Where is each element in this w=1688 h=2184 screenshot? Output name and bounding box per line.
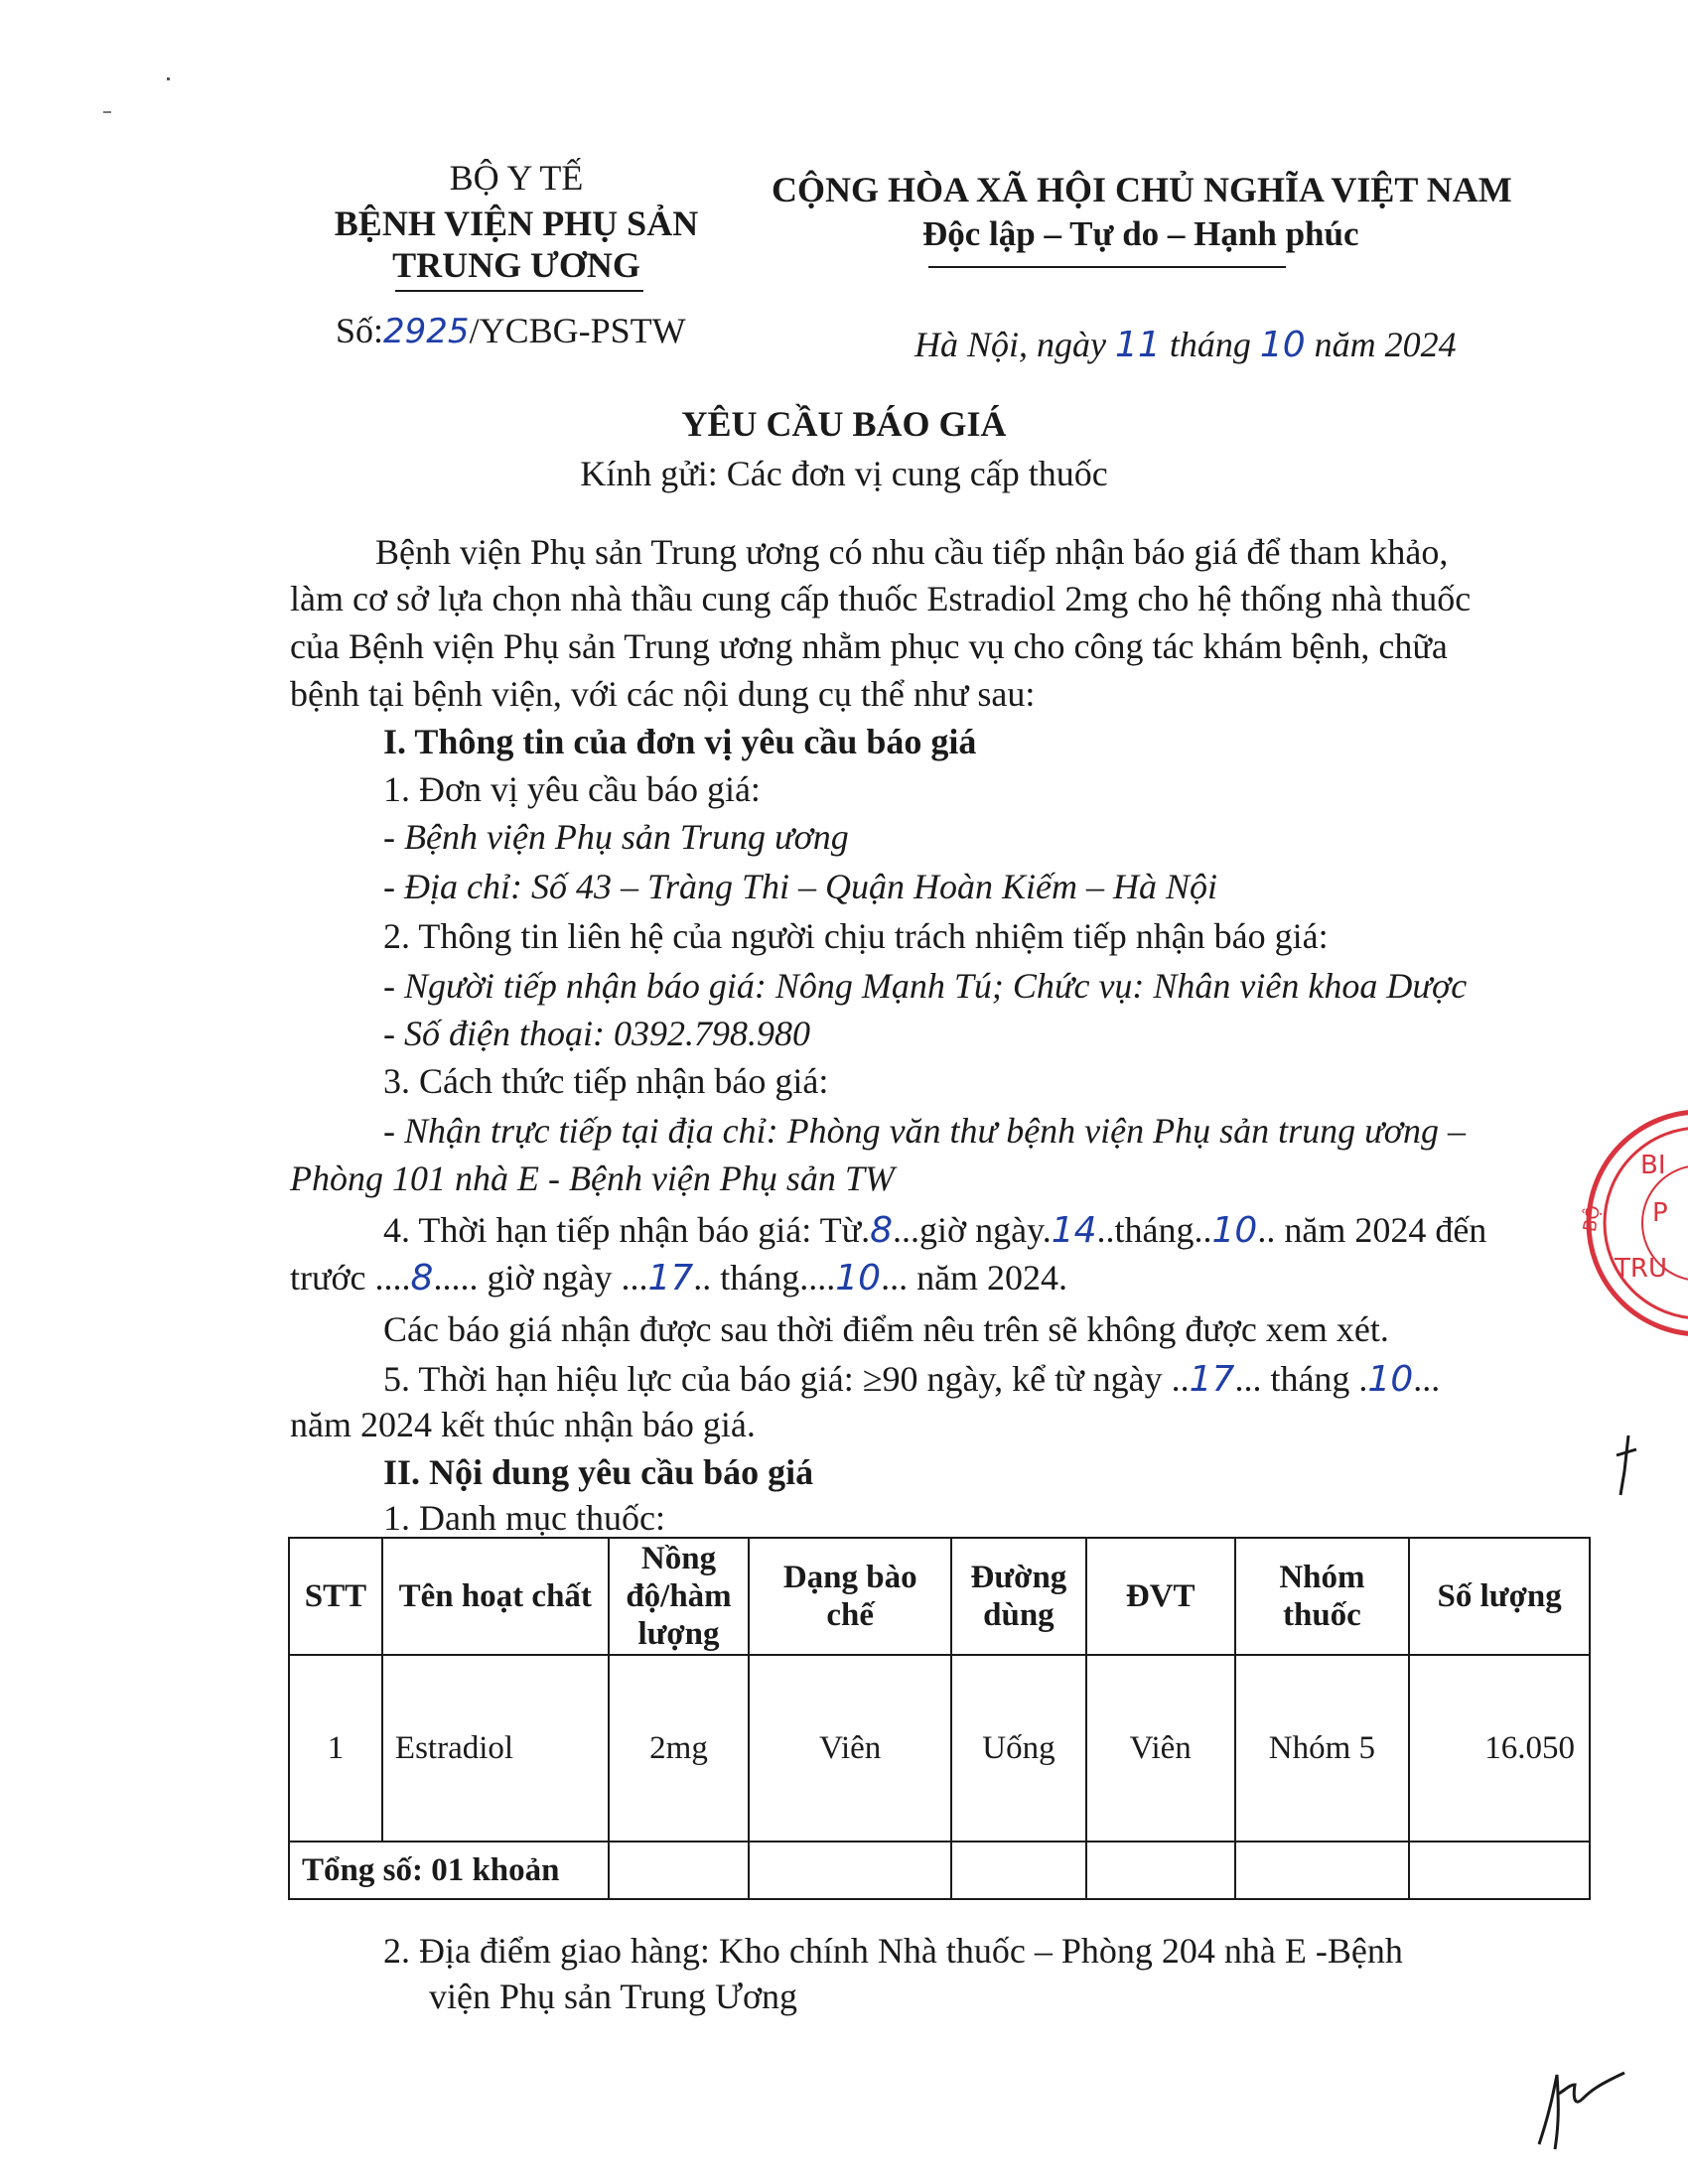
section1-item1-b: - Địa chỉ: Số 43 – Tràng Thi – Quận Hoàn Kiếm – Hà Nội	[383, 867, 1218, 906]
section1-item4-line1	[383, 1209, 1486, 1251]
cell-unit: Viên	[1086, 1655, 1235, 1842]
cell-empty	[749, 1842, 951, 1899]
section1-item2: 2. Thông tin liên hệ của người chịu trách nhiệm tiếp nhận báo giá:	[383, 916, 1329, 956]
item5-text-3: ...	[1413, 1359, 1441, 1399]
ministry-name: BỘ Y TẾ	[449, 158, 584, 198]
intro-line-4: bệnh tại bệnh viện, với các nội dung cụ thể như sau:	[290, 674, 1036, 714]
header-quantity: Số lượng	[1409, 1538, 1590, 1655]
date-month-handwritten: 10	[1259, 325, 1306, 365]
cell-drug-group: Nhóm 5	[1235, 1655, 1410, 1842]
motto-underline	[928, 266, 1286, 268]
header-unit: ĐVT	[1086, 1538, 1235, 1655]
cell-dosage-form: Viên	[749, 1655, 951, 1842]
section2-item2-line1: 2. Địa điểm giao hàng: Kho chính Nhà thuốc – Phòng 204 nhà E -Bệnh	[383, 1931, 1403, 1971]
hospital-name-line1: BỆNH VIỆN PHỤ SẢN	[334, 204, 699, 243]
item4-text-2: ...giờ ngày.	[893, 1210, 1052, 1250]
cell-empty	[1409, 1842, 1590, 1899]
pen-mark	[1611, 1432, 1640, 1501]
item4-hour2-handwritten: 8	[410, 1258, 434, 1298]
section2-item1: 1. Danh mục thuốc:	[383, 1498, 665, 1538]
cell-empty	[1235, 1842, 1410, 1899]
date-prefix: Hà Nội, ngày	[914, 325, 1106, 364]
medicine-table	[288, 1537, 1591, 1900]
item4-text-8: ... năm 2024.	[881, 1258, 1068, 1297]
section2-item2-line2: viện Phụ sản Trung Ương	[429, 1977, 798, 2016]
republic-title: CỘNG HÒA XÃ HỘI CHỦ NGHĨA VIỆT NAM	[772, 170, 1512, 209]
section1-item3-b: Phòng 101 nhà E - Bệnh viện Phụ sản TW	[290, 1159, 895, 1198]
header-concentration: Nồng độ/hàm lượng	[609, 1538, 750, 1655]
section1-item2-a: - Người tiếp nhận báo giá: Nông Mạnh Tú; Chức vụ: Nhân viên khoa Dược	[383, 966, 1468, 1006]
section1-item1-a: - Bệnh viện Phụ sản Trung ương	[383, 817, 849, 857]
header-dosage-form: Dạng bào chế	[749, 1538, 951, 1655]
table-header-row	[289, 1538, 1590, 1655]
seal-text-3: TRU	[1615, 1254, 1667, 1284]
document-date	[914, 324, 1457, 365]
cell-empty	[951, 1842, 1086, 1899]
header-stt: STT	[289, 1538, 382, 1655]
cell-quantity: 16.050	[1409, 1655, 1590, 1842]
item4-day-handwritten: 14	[1051, 1210, 1097, 1251]
doc-no-prefix: Số:	[336, 311, 384, 350]
date-suffix: năm 2024	[1314, 325, 1457, 364]
cell-empty	[609, 1842, 750, 1899]
hospital-name-line2: TRUNG ƯƠNG	[392, 245, 640, 285]
date-mid: tháng	[1169, 325, 1251, 364]
document-title: YÊU CẦU BÁO GIÁ	[681, 404, 1007, 444]
section1-item5-line1	[383, 1358, 1440, 1400]
cell-active-ingredient: Estradiol	[382, 1655, 609, 1842]
table-row	[289, 1655, 1590, 1842]
intro-line-3: của Bệnh viện Phụ sản Trung ương nhằm phục vụ cho công tác khám bệnh, chữa	[290, 626, 1448, 666]
section1-item3: 3. Cách thức tiếp nhận báo giá:	[383, 1061, 829, 1101]
hospital-underline	[395, 290, 643, 292]
section1-note: Các báo giá nhận được sau thời điểm nêu trên sẽ không được xem xét.	[383, 1309, 1389, 1349]
cell-concentration: 2mg	[609, 1655, 750, 1842]
item5-day-handwritten: 17	[1189, 1359, 1235, 1400]
recipient-line: Kính gửi: Các đơn vị cung cấp thuốc	[580, 454, 1108, 493]
item4-month2-handwritten: 10	[835, 1258, 882, 1298]
scan-speck	[167, 77, 170, 80]
intro-line-2: làm cơ sở lựa chọn nhà thầu cung cấp thuốc Estradiol 2mg cho hệ thống nhà thuốc	[290, 579, 1472, 618]
section1-item4-line2	[290, 1257, 1067, 1298]
item4-text-5: trước ....	[290, 1258, 411, 1297]
item4-hour-handwritten: 8	[870, 1210, 894, 1251]
header-active-ingredient: Tên hoạt chất	[382, 1538, 609, 1655]
item4-day2-handwritten: 17	[647, 1258, 694, 1298]
document-number	[336, 310, 686, 351]
item4-text-7: .. tháng....	[693, 1258, 836, 1297]
national-motto: Độc lập – Tự do – Hạnh phúc	[922, 214, 1359, 253]
header-drug-group: Nhóm thuốc	[1235, 1538, 1410, 1655]
cell-empty	[1086, 1842, 1235, 1899]
section1-heading: I. Thông tin của đơn vị yêu cầu báo giá	[383, 722, 977, 761]
header-route: Đường dùng	[951, 1538, 1086, 1655]
red-seal-stamp	[1561, 1104, 1688, 1332]
cell-stt: 1	[289, 1655, 382, 1842]
item5-text-1: 5. Thời hạn hiệu lực của báo giá: ≥90 ngày, kể từ ngày ..	[383, 1359, 1190, 1399]
cell-total: Tổng số: 01 khoản	[289, 1842, 609, 1899]
seal-text-1: BI	[1640, 1151, 1666, 1180]
table-total-row	[289, 1842, 1590, 1899]
section2-heading: II. Nội dung yêu cầu báo giá	[383, 1452, 814, 1492]
doc-no-suffix: /YCBG-PSTW	[469, 311, 686, 350]
item4-text-1: 4. Thời hạn tiếp nhận báo giá: Từ.	[383, 1210, 871, 1250]
scan-speck	[103, 111, 111, 113]
section1-item1: 1. Đơn vị yêu cầu báo giá:	[383, 769, 761, 809]
cell-route: Uống	[951, 1655, 1086, 1842]
item5-month-handwritten: 10	[1367, 1359, 1414, 1400]
signature-initials	[1529, 2055, 1638, 2154]
section1-item3-a: - Nhận trực tiếp tại địa chỉ: Phòng văn thư bệnh viện Phụ sản trung ương –	[383, 1111, 1466, 1151]
seal-text-4: BỘ	[1579, 1203, 1605, 1234]
item4-month-handwritten: 10	[1211, 1210, 1258, 1251]
section1-item5-line2: năm 2024 kết thúc nhận báo giá.	[290, 1405, 756, 1444]
item4-text-4: .. năm 2024 đến	[1257, 1210, 1487, 1250]
item4-text-3: ..tháng..	[1096, 1210, 1212, 1250]
item4-text-6: ..... giờ ngày ...	[433, 1258, 648, 1297]
item5-text-2: ... tháng .	[1234, 1359, 1368, 1399]
doc-no-handwritten: 2925	[383, 312, 470, 351]
seal-text-2: P	[1652, 1198, 1668, 1228]
intro-line-1: Bệnh viện Phụ sản Trung ương có nhu cầu tiếp nhận báo giá để tham khảo,	[375, 532, 1449, 572]
section1-item2-b: - Số điện thoại: 0392.798.980	[383, 1014, 810, 1053]
date-day-handwritten: 11	[1115, 325, 1161, 365]
